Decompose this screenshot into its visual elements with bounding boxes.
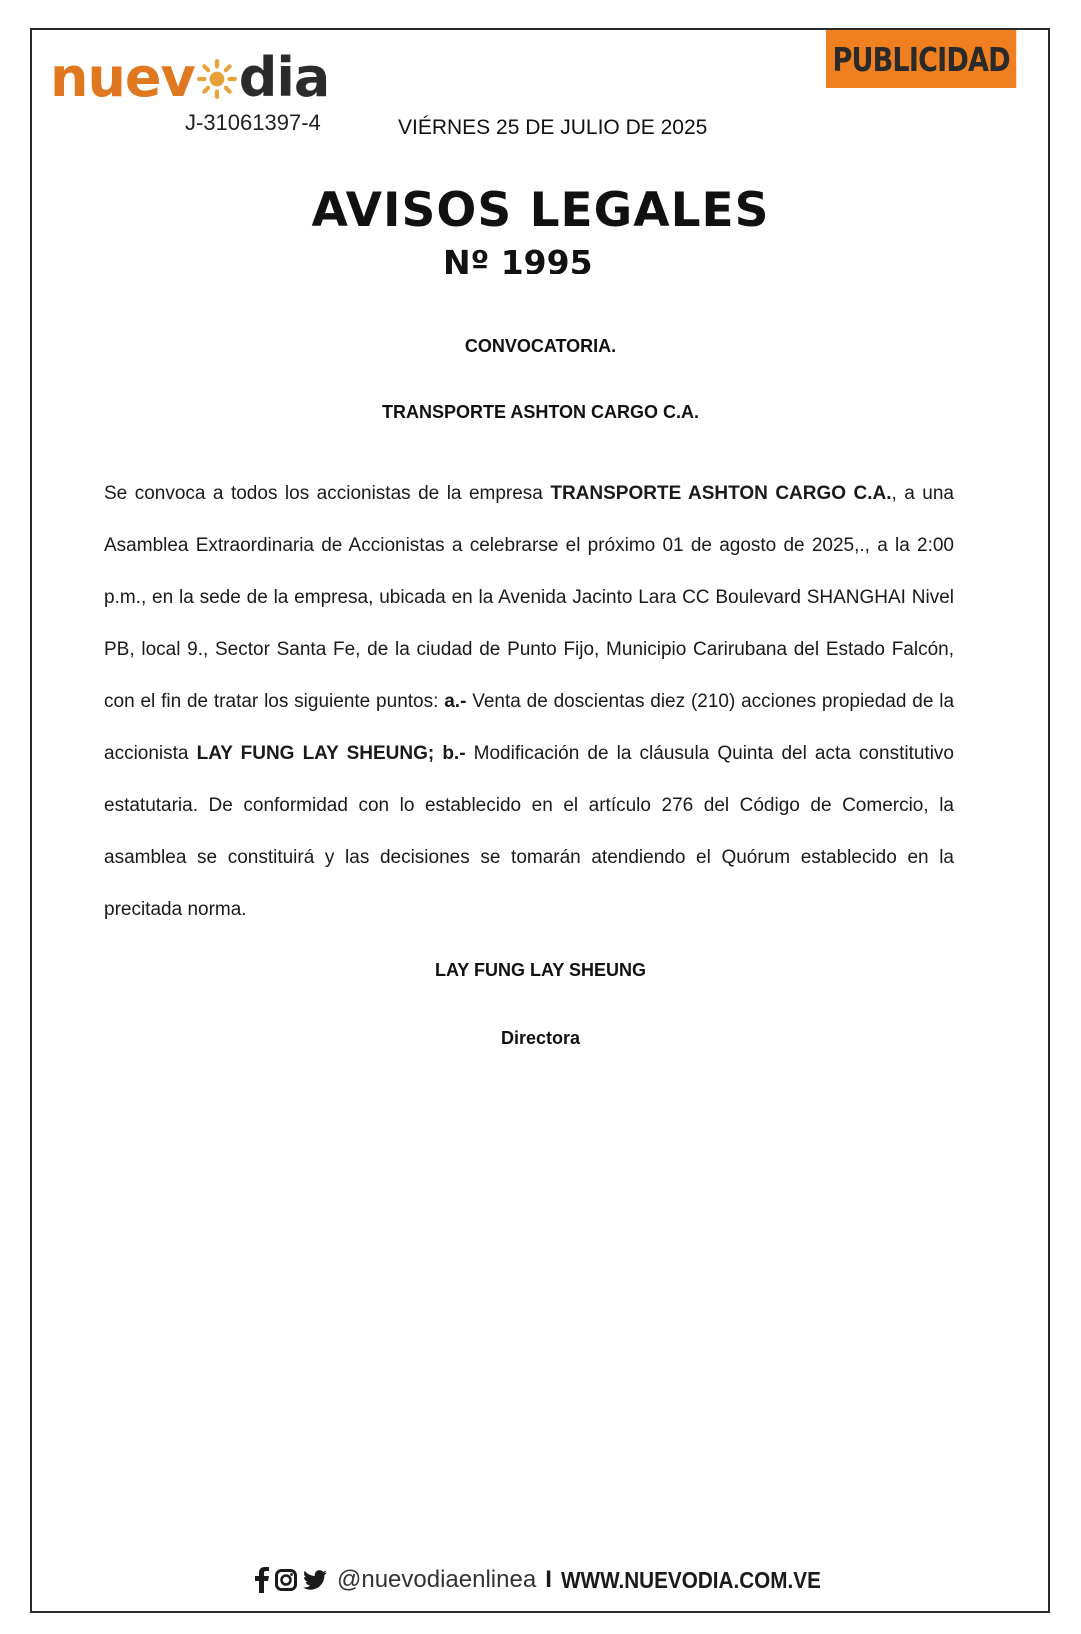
publication-date: VIÉRNES 25 DE JULIO DE 2025	[398, 116, 708, 139]
logo-text-left: nuev	[50, 46, 195, 109]
newspaper-logo	[50, 48, 350, 108]
publicidad-badge: PUBLICIDAD	[826, 30, 1016, 88]
footer	[255, 1562, 850, 1598]
instagram-icon[interactable]	[275, 1569, 297, 1591]
notice-company: TRANSPORTE ASHTON CARGO C.A.	[381, 402, 699, 422]
tax-id: J-31061397-4	[185, 110, 321, 135]
twitter-icon[interactable]	[303, 1570, 327, 1590]
sun-icon	[196, 58, 238, 100]
notice-heading: CONVOCATORIA.	[464, 336, 617, 356]
body-company: TRANSPORTE ASHTON CARGO C.A.	[550, 483, 892, 504]
body-part-3: Venta de doscientas diez (210) acciones propiedad de la accionista	[104, 691, 955, 764]
edition-number: Nº 1995	[443, 243, 593, 274]
body-item-a: a.-	[444, 691, 467, 712]
footer-separator: I	[545, 1566, 552, 1593]
signer-name: LAY FUNG LAY SHEUNG	[434, 960, 647, 980]
signer-role: Directora	[500, 1028, 581, 1048]
body-part-1: Se convoca a todos los accionistas de la empresa	[104, 483, 551, 504]
body-shareholder: LAY FUNG LAY SHEUNG; b.-	[196, 743, 466, 764]
notice-body	[104, 468, 954, 936]
social-handle[interactable]: @nuevodiaenlinea	[337, 1566, 537, 1593]
page-title: AVISOS LEGALES	[311, 183, 770, 238]
logo-text-right: dia	[238, 46, 330, 109]
body-part-4: Modificación de la cláusula Quinta del acta constitutivo estatutaria. De conformidad con lo establecido en el artículo 276 del Código de Comercio, la asamblea se constituirá y las decisiones se tomarán atendiendo el Quórum establecido en la precitada norma.	[104, 743, 954, 920]
website-link[interactable]: WWW.NUEVODIA.COM.VE	[560, 1566, 821, 1593]
body-part-2: , a una Asamblea Extraordinaria de Accionistas a celebrarse el próximo 01 de agosto de 2025,., a la 2:00 p.m., en la sede de la empresa, ubicada en la Avenida Jacinto Lara CC Boulevard SHANGHAI Nivel PB, local 9., Sector Santa Fe, de la ciudad de Punto Fijo, Municipio Carirubana del Estado Falcón, con el fin de tratar los siguiente puntos:	[104, 483, 955, 712]
facebook-icon[interactable]	[255, 1567, 269, 1593]
